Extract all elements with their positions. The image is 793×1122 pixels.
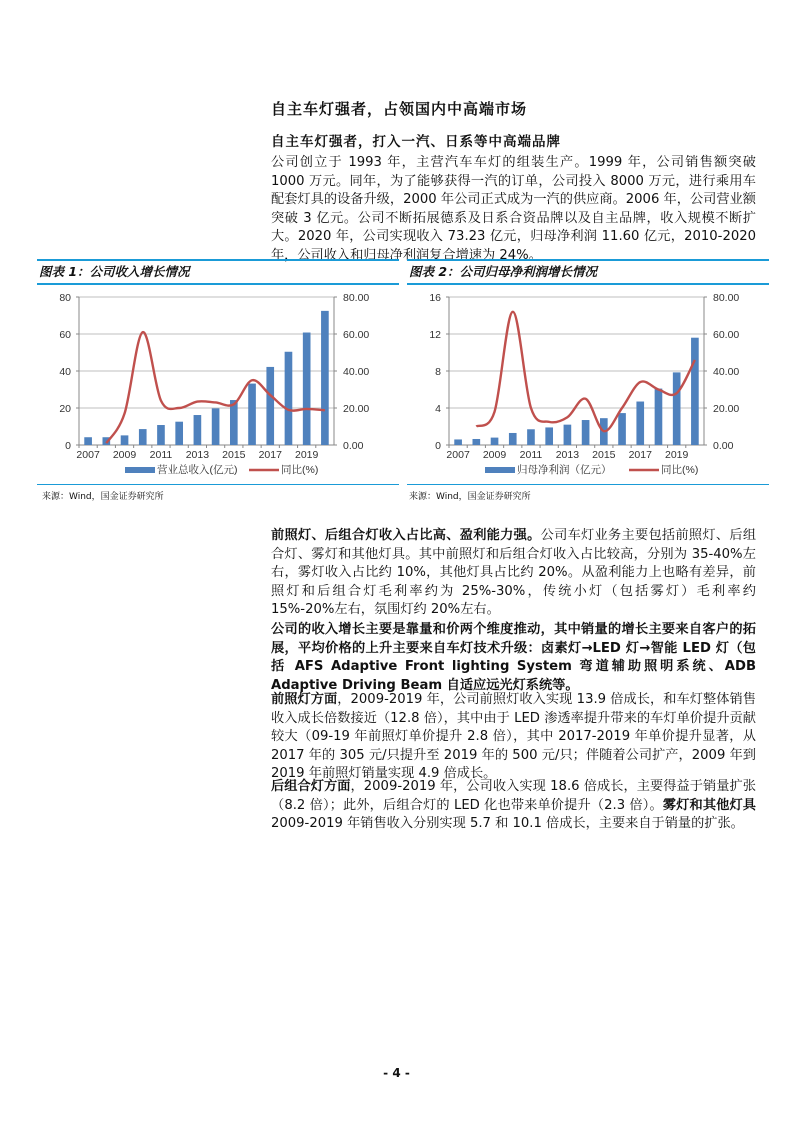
paragraph-rear-lamp: 后组合灯方面，2009-2019 年，公司收入实现 18.6 倍成长，主要得益于销量扩张（8.2 倍）；此外，后组合灯的 LED 化也带来单价提升（2.3 倍）。雾灯和其他灯具 2009-2019 年销售收入分别实现 5.7 和 10.1 倍成长，主要来自于销量的扩张。 bbox=[271, 779, 756, 832]
svg-text:同比(%): 同比(%) bbox=[661, 464, 699, 476]
svg-text:12: 12 bbox=[429, 329, 441, 341]
svg-text:营业总收入(亿元): 营业总收入(亿元) bbox=[157, 464, 238, 476]
svg-text:0.00: 0.00 bbox=[713, 440, 734, 452]
svg-text:2019: 2019 bbox=[664, 449, 689, 461]
svg-text:80.00: 80.00 bbox=[713, 292, 740, 304]
svg-text:2007: 2007 bbox=[446, 449, 470, 461]
svg-text:归母净利润（亿元）: 归母净利润（亿元） bbox=[517, 464, 612, 476]
section-subtitle: 自主车灯强者，打入一汽、日系等中高端品牌 bbox=[271, 134, 561, 150]
svg-text:2017: 2017 bbox=[258, 449, 282, 461]
svg-text:2019: 2019 bbox=[294, 449, 319, 461]
figure-1-title: 图表 1：公司收入增长情况 bbox=[37, 259, 399, 285]
intro-paragraph: 公司创立于 1993 年，主营汽车车灯的组装生产。1999 年，公司销售额突破 1000 万元。同年，为了能够获得一汽的订单，公司投入 8000 万元，进行乘用车配套灯具的设备升级，2000 年公司正式成为一汽的供应商。2006 年，公司营业额突破 3 亿元。公司不断拓展德系及日系合资品牌以及自主品牌，收入规模不断扩大。2020 年，公司实现收入 73.23 亿元，归母净利润 11.60 亿元，2010-2020 年，公司收入和归母净利润复合增速为 24%。 bbox=[271, 155, 756, 263]
figure-1-source: 来源：Wind，国金证券研究所 bbox=[42, 492, 164, 502]
paragraph-lead: 前照灯方面 bbox=[271, 692, 338, 707]
figure-2 bbox=[407, 259, 769, 475]
figure-1-chart bbox=[37, 285, 399, 475]
svg-text:60.00: 60.00 bbox=[343, 329, 370, 341]
figure-2-source-rule bbox=[407, 484, 769, 485]
svg-text:2015: 2015 bbox=[222, 449, 246, 461]
paragraph-lead: 前照灯、后组合灯收入占比高、盈利能力强。 bbox=[271, 528, 541, 543]
figure-2-source: 来源：Wind，国金证券研究所 bbox=[409, 492, 531, 502]
figure-1 bbox=[37, 259, 399, 475]
paragraph-growth-drivers bbox=[271, 621, 756, 695]
svg-text:2013: 2013 bbox=[555, 449, 580, 461]
paragraph-headlamp-share: 前照灯、后组合灯收入占比高、盈利能力强。公司车灯业务主要包括前照灯、后组合灯、雾灯和其他灯具。其中前照灯和后组合灯收入占比较高，分别为 35-40%左右，雾灯收入占比约 10%，其他灯具占比约 20%。从盈利能力上也略有差异，前照灯和后组合灯毛利率约为 25%-30%，传统小灯（包括雾灯）毛利率约 15%-20%左右，氛围灯约 20%左右。 bbox=[271, 528, 757, 618]
svg-text:8: 8 bbox=[435, 366, 441, 378]
svg-text:2013: 2013 bbox=[185, 449, 210, 461]
svg-text:80: 80 bbox=[59, 292, 71, 304]
svg-text:2011: 2011 bbox=[149, 449, 173, 461]
svg-text:60: 60 bbox=[59, 329, 71, 341]
figure-2-title: 图表 2：公司归母净利润增长情况 bbox=[407, 259, 769, 285]
svg-text:16: 16 bbox=[429, 292, 441, 304]
svg-text:2009: 2009 bbox=[112, 449, 137, 461]
paragraph-lead-2: 雾灯和其他灯具 bbox=[662, 797, 756, 813]
paragraph-headlamp: 前照灯方面，2009-2019 年，公司前照灯收入实现 13.9 倍成长，和车灯整体销售收入成长倍数接近（12.8 倍），其中由于 LED 渗透率提升带来的车灯单价提升贡献较大（09-19 年前照灯单价提升 2.8 倍），其中 2017-2019 年单价提升显著，从 2017 年的 305 元/只提升至 2019 年的 500 元/只；伴随着公司扩产，2009 年到 2019 年前照灯销量实现 4.9 倍成长。 bbox=[271, 692, 756, 782]
section-title: 自主车灯强者，占领国内中高端市场 bbox=[271, 100, 528, 118]
svg-text:0: 0 bbox=[65, 440, 71, 452]
svg-text:2011: 2011 bbox=[519, 449, 543, 461]
paragraph-lead: 公司的收入增长主要是靠量和价两个维度推动，其中销量的增长主要来自客户的拓展，平均价格的上升主要来自车灯技术升级：卤素灯→LED 灯→智能 LED 灯（包括 AFS Adaptive Front lighting System 弯道辅助照明系统、ADB Adaptive Driving Beam 自适应远光灯系统等。 bbox=[271, 622, 756, 693]
svg-text:2007: 2007 bbox=[76, 449, 100, 461]
svg-text:同比(%): 同比(%) bbox=[281, 464, 319, 476]
revenue-chart bbox=[37, 285, 399, 485]
svg-text:4: 4 bbox=[435, 403, 441, 415]
svg-text:20.00: 20.00 bbox=[343, 403, 370, 415]
figure-2-chart bbox=[407, 285, 769, 475]
svg-text:20.00: 20.00 bbox=[713, 403, 740, 415]
svg-text:0.00: 0.00 bbox=[343, 440, 364, 452]
page-number: - 4 - bbox=[383, 1066, 410, 1080]
svg-text:20: 20 bbox=[59, 403, 71, 415]
figure-1-source-rule bbox=[37, 484, 399, 485]
svg-text:60.00: 60.00 bbox=[713, 329, 740, 341]
svg-text:2017: 2017 bbox=[628, 449, 652, 461]
svg-text:40: 40 bbox=[59, 366, 71, 378]
svg-text:80.00: 80.00 bbox=[343, 292, 370, 304]
svg-text:40.00: 40.00 bbox=[343, 366, 370, 378]
svg-text:2009: 2009 bbox=[482, 449, 507, 461]
paragraph-lead: 后组合灯方面 bbox=[271, 779, 351, 794]
svg-text:2015: 2015 bbox=[592, 449, 616, 461]
svg-text:40.00: 40.00 bbox=[713, 366, 740, 378]
net-profit-chart bbox=[407, 285, 769, 485]
svg-text:0: 0 bbox=[435, 440, 441, 452]
